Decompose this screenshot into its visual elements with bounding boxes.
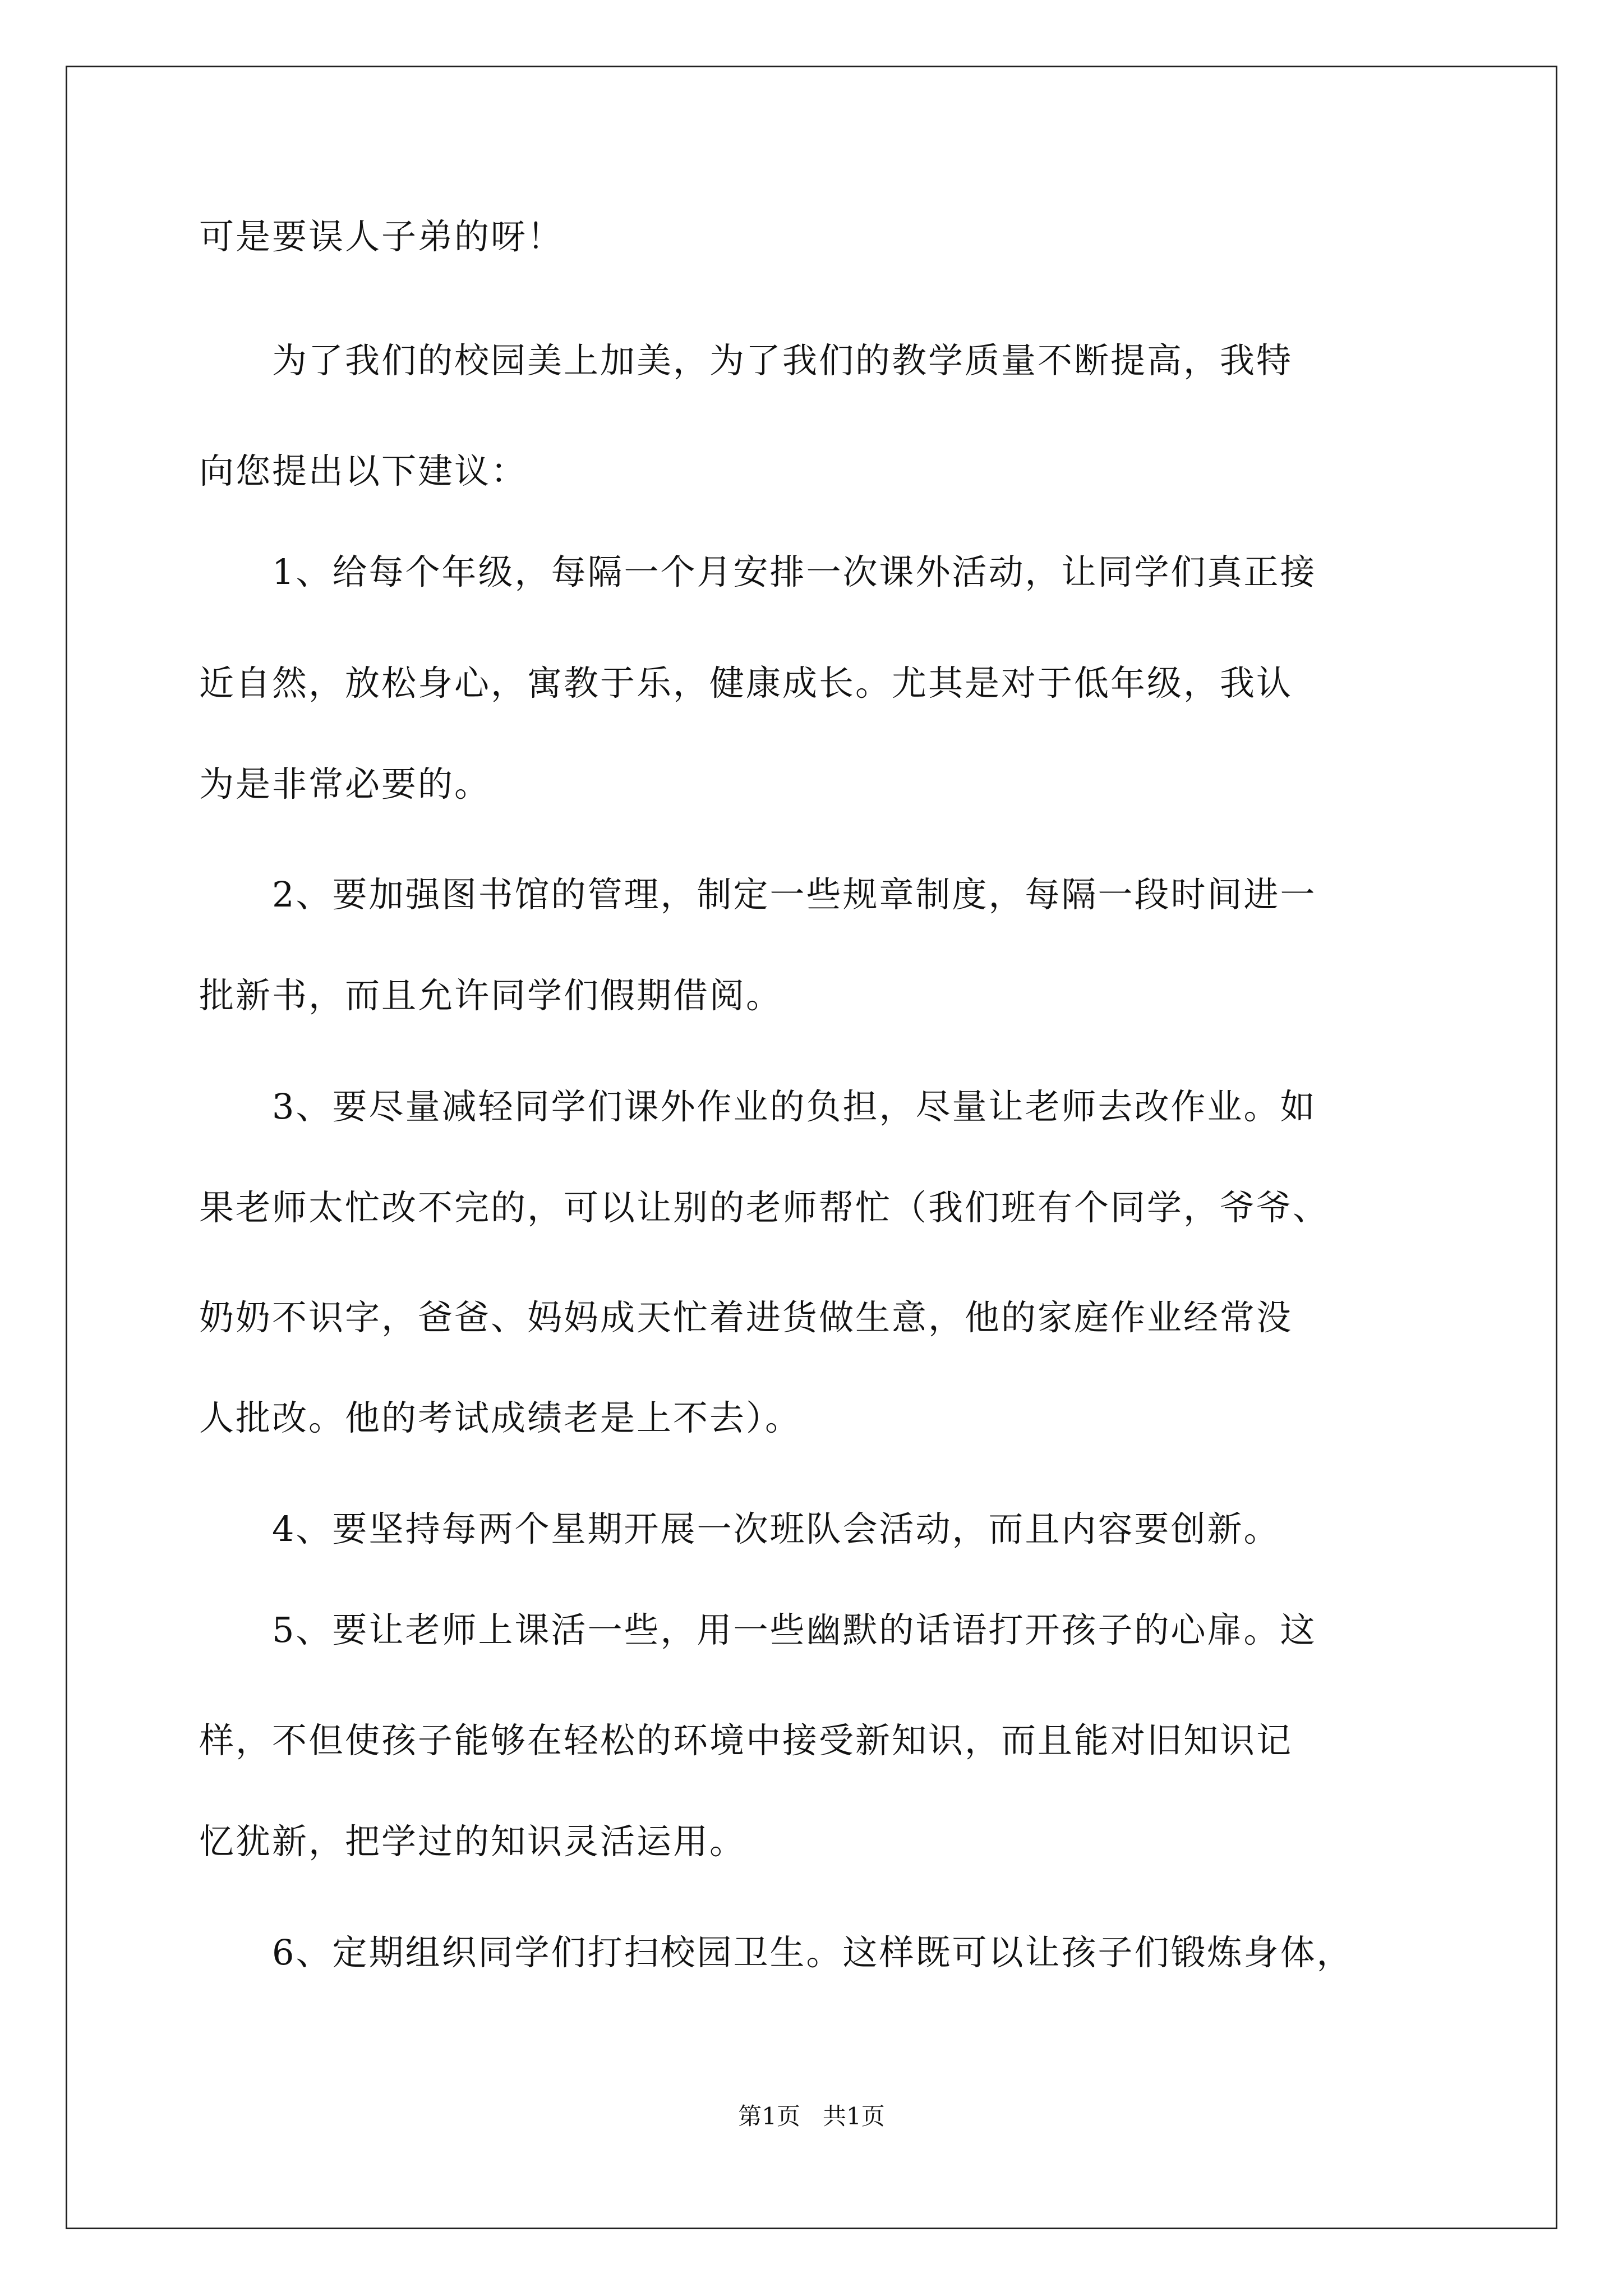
text-line: 批新书，而且允许同学们假期借阅。 <box>199 975 783 1016</box>
text-line: 1、给每个年级，每隔一个月安排一次课外活动，让同学们真正接 <box>199 551 1317 592</box>
text-line: 为了我们的校园美上加美，为了我们的教学质量不断提高，我特 <box>199 340 1293 381</box>
text-line: 3、要尽量减轻同学们课外作业的负担，尽量让老师去改作业。如 <box>199 1086 1317 1127</box>
text-line: 忆犹新，把学过的知识灵活运用。 <box>199 1821 746 1862</box>
text-line: 向您提出以下建议： <box>199 450 528 491</box>
text-line: 奶奶不识字，爸爸、妈妈成天忙着进货做生意，他的家庭作业经常没 <box>199 1297 1293 1338</box>
text-line: 4、要坚持每两个星期开展一次班队会活动，而且内容要创新。 <box>199 1508 1280 1549</box>
page-border <box>66 66 1557 2229</box>
text-line: 可是要误人子弟的呀！ <box>199 216 564 257</box>
text-line: 2、要加强图书馆的管理，制定一些规章制度，每隔一段时间进一 <box>199 874 1317 915</box>
text-line: 近自然，放松身心，寓教于乐，健康成长。尤其是对于低年级，我认 <box>199 662 1293 703</box>
text-line: 5、要让老师上课活一些，用一些幽默的话语打开孩子的心扉。这 <box>199 1609 1317 1650</box>
text-line: 果老师太忙改不完的，可以让别的老师帮忙（我们班有个同学，爷爷、 <box>199 1187 1330 1228</box>
text-line: 人批改。他的考试成绩老是上不去）。 <box>199 1397 802 1438</box>
page-footer: 第1页 共1页 <box>738 2102 885 2130</box>
text-line: 样，不但使孩子能够在轻松的环境中接受新知识，而且能对旧知识记 <box>199 1720 1293 1761</box>
text-line: 为是非常必要的。 <box>199 763 491 804</box>
text-line: 6、定期组织同学们打扫校园卫生。这样既可以让孩子们锻炼身体， <box>199 1932 1353 1973</box>
